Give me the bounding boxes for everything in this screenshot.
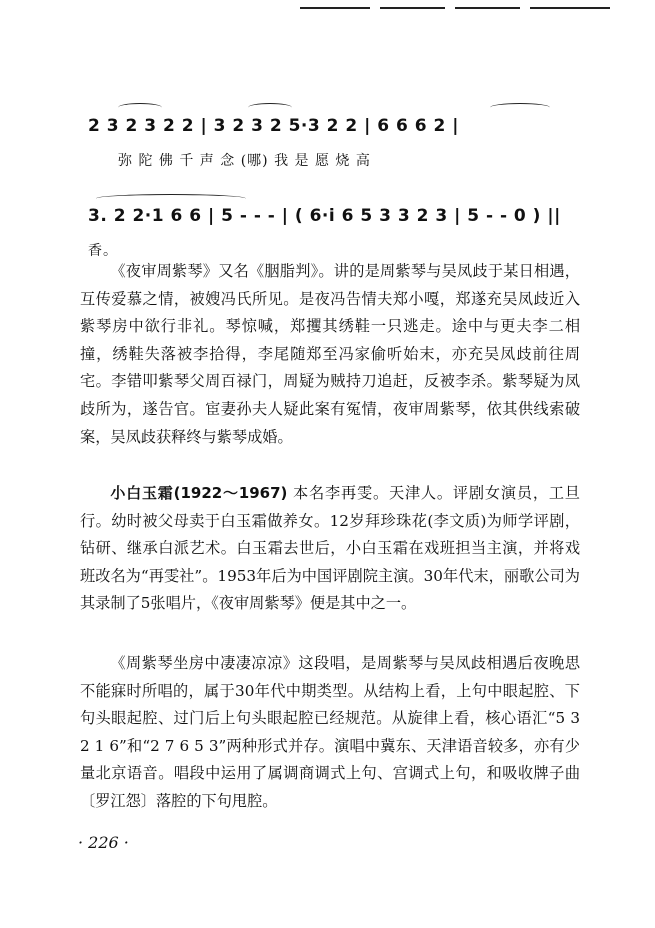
slur-mark [96,194,246,203]
top-rule-segment [455,7,520,9]
slur-mark [248,103,292,112]
top-rule-segment [380,7,445,9]
slur-mark [118,103,162,112]
paragraph-analysis: 《周紫琴坐房中凄凄凉凉》这段唱，是周紫琴与吴凤歧相遇后夜晚思不能寐时所唱的，属于30年代中期类型。从结构上看，上句中眼起腔、下句头眼起腔、过门后上句头眼起腔已经规范。从旋律上看，核心语汇“5 3 2 1 6”和“2 7 6 5 3”两种形式并存。演唱中冀东、天津语音较多，亦有少量北京语音。唱段中运用了属调商调式上句、宫调式上句，和吸收牌子曲〔罗江怨〕落腔的下句甩腔。 [80,654,580,810]
biography-body: 本名李再雯。天津人。评剧女演员，工旦行。幼时被父母卖于白玉霜做养女。12岁拜珍珠花(李文质)为师学评剧，钻研、继承白派艺术。白玉霜去世后，小白玉霜在戏班担当主演，并将戏班改名为“再雯社”。1953年后为中国评剧院主演。30年代末，丽歌公司为其录制了5张唱片，《夜审周紫琴》便是其中之一。 [80,484,580,613]
top-rule-segment [530,7,610,9]
notation-line-1: 2 3 2 3 2 2 | 3 2 3 2 5·3 2 2 | 6 6 6 2 | [88,116,459,136]
notation-line-2: 3. 2 2·1 6 6 | 5 - - - | ( 6·i 6 5 3 3 2 3 | 5 - - 0 ) || [88,206,561,226]
top-rule-segment [300,7,370,9]
biography-heading: 小白玉霜(1922～1967) [110,484,288,502]
paragraph-synopsis: 《夜审周紫琴》又名《胭脂判》。讲的是周紫琴与吴凤歧于某日相遇，互传爱慕之情，被嫂冯氏所见。是夜冯告情夫郑小嘎，郑遂充吴凤歧近入紫琴房中欲行非礼。琴惊喊，郑攫其绣鞋一只逃走。途中与更夫李二相撞，绣鞋失落被李拾得，李尾随郑至冯家偷听始末，亦充吴凤歧前往周宅。李错叩紫琴父周百禄门，周疑为贼持刀追赶，反被李杀。紫琴疑为凤歧所为，遂告官。宦妻孙夫人疑此案有冤情，夜审周紫琴，依其供线索破案，吴凤歧获释终与紫琴成婚。 [80,262,580,446]
top-border [0,0,655,14]
page-number: · 226 · [78,833,129,852]
slur-mark [490,103,550,112]
paragraph-biography [80,480,580,618]
lyrics-line-2: 香。 [88,243,118,259]
lyrics-line-1: 弥 陀 佛 千 声 念 (哪) 我 是 愿 烧 高 [118,153,371,169]
